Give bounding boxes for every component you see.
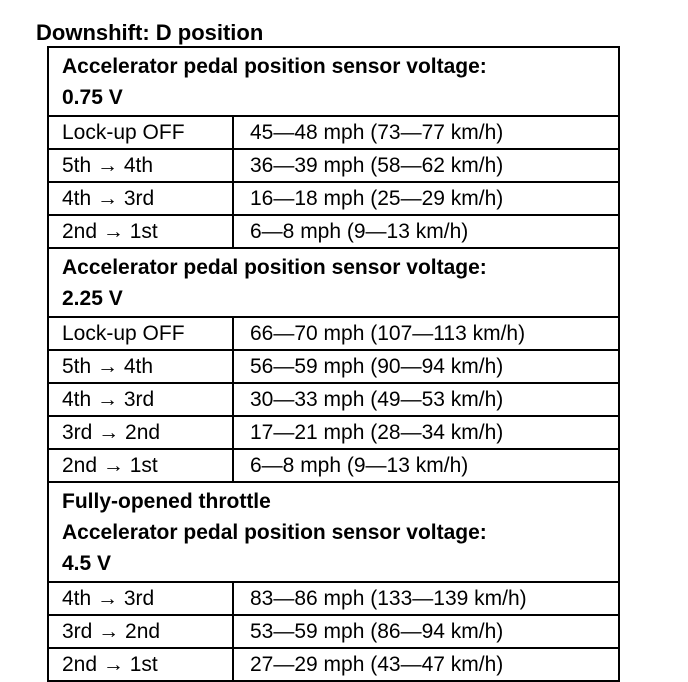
shift-cell: Lock-up OFF bbox=[49, 318, 234, 349]
speed-cell: 30—33 mph (49—53 km/h) bbox=[250, 388, 504, 411]
section-header-line: Accelerator pedal position sensor voltage: bbox=[62, 521, 487, 544]
table-row bbox=[49, 349, 618, 382]
table-row bbox=[49, 415, 618, 448]
section-header-line: Fully-opened throttle bbox=[62, 490, 271, 513]
table-row bbox=[49, 181, 618, 214]
table-row bbox=[49, 316, 618, 349]
section-header-line: 0.75 V bbox=[62, 86, 123, 109]
section-header-0.75v bbox=[49, 48, 618, 115]
section-header-4.5v bbox=[49, 481, 618, 581]
speed-cell: 53—59 mph (86—94 km/h) bbox=[250, 620, 504, 643]
speed-cell: 45—48 mph (73—77 km/h) bbox=[250, 121, 504, 144]
shift-cell: 3rd → 2nd bbox=[49, 616, 234, 647]
table-row bbox=[49, 382, 618, 415]
speed-cell: 17—21 mph (28—34 km/h) bbox=[250, 421, 504, 444]
speed-cell: 6—8 mph (9—13 km/h) bbox=[250, 454, 469, 477]
section-header-2.25v bbox=[49, 247, 618, 316]
speed-cell: 83—86 mph (133—139 km/h) bbox=[250, 587, 527, 610]
table-row bbox=[49, 581, 618, 614]
speed-cell: 16—18 mph (25—29 km/h) bbox=[250, 187, 504, 210]
section-header-line: Accelerator pedal position sensor voltage: bbox=[62, 256, 487, 279]
shift-cell: 4th → 3rd bbox=[49, 183, 234, 214]
shift-cell: 2nd → 1st bbox=[49, 450, 234, 481]
shift-cell: 2nd → 1st bbox=[49, 216, 234, 247]
downshift-spec-table bbox=[47, 46, 620, 682]
speed-cell: 27—29 mph (43—47 km/h) bbox=[250, 653, 504, 676]
shift-cell: 5th → 4th bbox=[49, 351, 234, 382]
speed-cell: 66—70 mph (107—113 km/h) bbox=[250, 322, 526, 345]
section-header-line: 4.5 V bbox=[62, 552, 112, 575]
table-row bbox=[49, 448, 618, 481]
section-header-line: 2.25 V bbox=[62, 287, 123, 310]
page-title: Downshift: D position bbox=[36, 20, 264, 45]
table-row bbox=[49, 614, 618, 647]
table-row bbox=[49, 214, 618, 247]
table-row bbox=[49, 647, 618, 680]
shift-cell: 5th → 4th bbox=[49, 150, 234, 181]
shift-cell: 3rd → 2nd bbox=[49, 417, 234, 448]
shift-cell: Lock-up OFF bbox=[49, 117, 234, 148]
shift-cell: 4th → 3rd bbox=[49, 583, 234, 614]
shift-cell: 2nd → 1st bbox=[49, 649, 234, 680]
speed-cell: 56—59 mph (90—94 km/h) bbox=[250, 355, 504, 378]
table-row bbox=[49, 115, 618, 148]
shift-cell: 4th → 3rd bbox=[49, 384, 234, 415]
section-header-line: Accelerator pedal position sensor voltage: bbox=[62, 55, 487, 78]
speed-cell: 36—39 mph (58—62 km/h) bbox=[250, 154, 504, 177]
table-row bbox=[49, 148, 618, 181]
speed-cell: 6—8 mph (9—13 km/h) bbox=[250, 220, 469, 243]
